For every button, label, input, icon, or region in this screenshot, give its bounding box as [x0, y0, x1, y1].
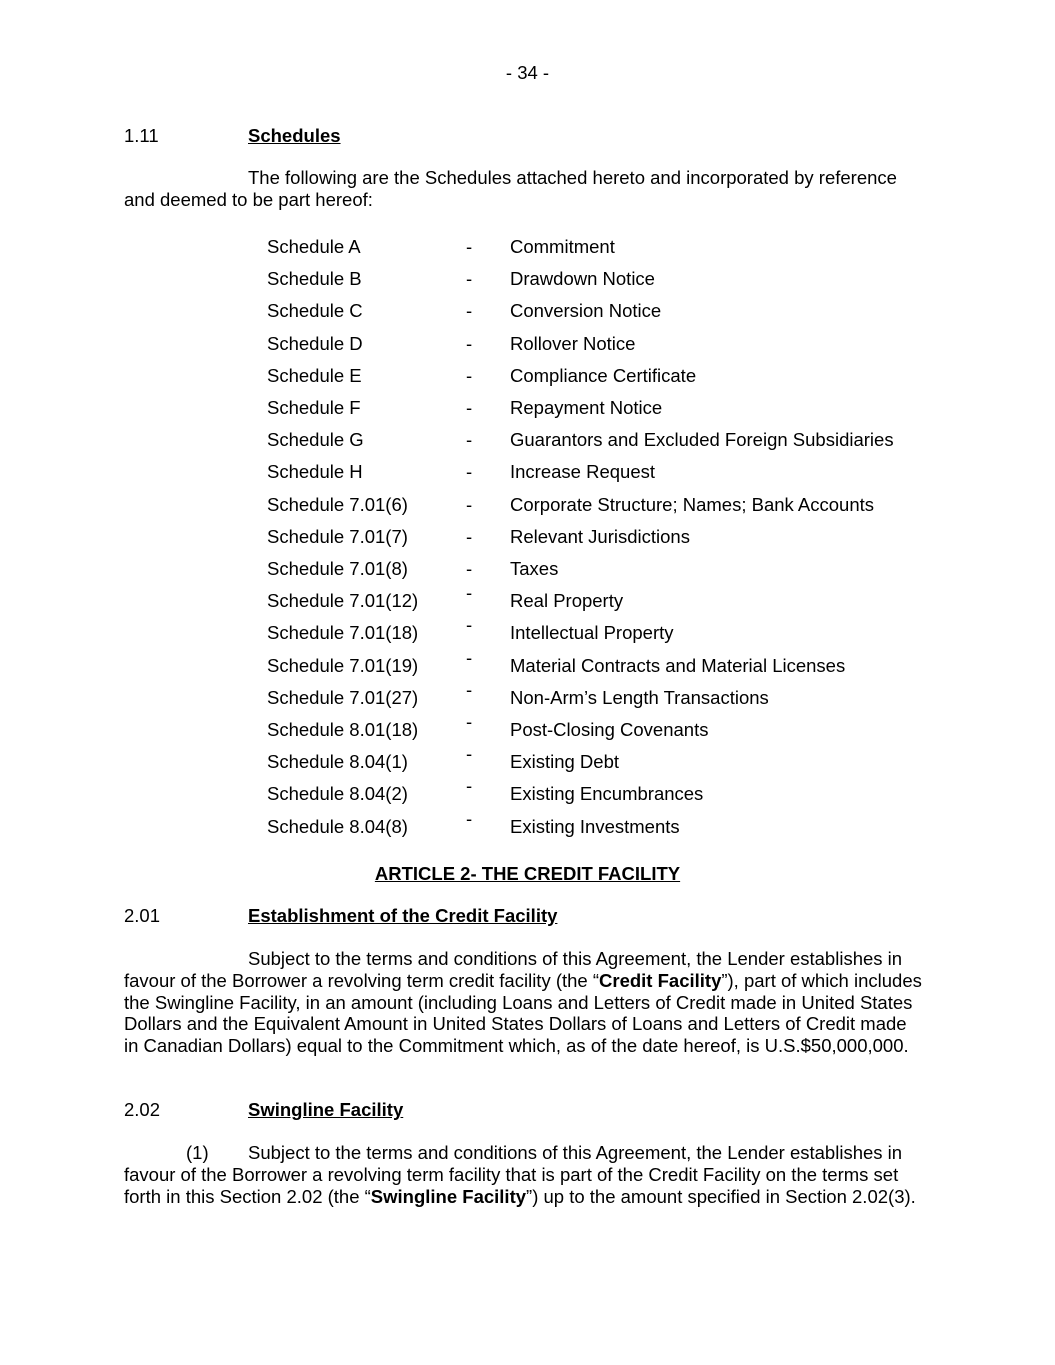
schedule-dash: -	[466, 678, 473, 700]
schedule-row	[267, 300, 967, 332]
section-title-swingline: Swingline Facility	[248, 1099, 404, 1120]
schedule-row	[267, 711, 967, 751]
schedule-description: Taxes	[510, 558, 559, 579]
schedule-label: Schedule 7.01(27)	[267, 686, 419, 708]
schedule-row	[267, 429, 967, 461]
schedule-label: Schedule 7.01(12)	[267, 590, 419, 612]
schedule-description: Real Property	[510, 590, 624, 612]
schedule-label: Schedule H	[267, 461, 363, 483]
page-number: - 34 -	[505, 62, 550, 83]
schedule-row	[267, 807, 967, 848]
schedule-label: Schedule A	[267, 236, 361, 257]
section-title-schedules: Schedules	[248, 125, 341, 146]
schedule-label: Schedule G	[267, 429, 364, 451]
schedule-label: Schedule C	[267, 300, 363, 322]
text-segment: ”) up to the amount specified in Section 2.02(3).	[526, 1185, 916, 1207]
schedule-description: Repayment Notice	[510, 397, 663, 418]
schedule-label: Schedule 8.04(1)	[267, 751, 408, 773]
section-number-2-02: 2.02	[124, 1099, 161, 1120]
schedule-dash: -	[466, 743, 473, 765]
schedule-description: Existing Encumbrances	[510, 783, 704, 805]
schedule-label: Schedule 8.04(2)	[267, 783, 408, 805]
schedule-description: Intellectual Property	[510, 622, 674, 644]
section-number-2-01: 2.01	[124, 905, 161, 926]
schedule-row	[267, 646, 967, 687]
schedule-dash: -	[466, 614, 473, 636]
schedule-row	[267, 461, 967, 493]
schedule-label: Schedule 8.01(18)	[267, 719, 419, 740]
section-2-01-paragraph	[124, 948, 924, 1057]
schedule-description: Non-Arm’s Length Transactions	[510, 686, 769, 708]
text-segment: ”), part of which includes the Swingline Facility, in an amount (including Loans and Letters of Credit made in United States Dollars and the Equivalent Amount in United States Dollars of Loans and Letters of Credit made in Canadian Dollars) equal to the Commitment which, as of the date hereof, is U.S.$50,000,000.	[124, 969, 922, 1057]
schedule-dash: -	[466, 493, 473, 515]
schedule-description: Existing Debt	[510, 751, 619, 773]
schedule-label: Schedule 7.01(18)	[267, 622, 419, 644]
schedule-dash: -	[466, 397, 473, 418]
schedule-description: Compliance Certificate	[510, 364, 697, 386]
schedule-label: Schedule 8.04(8)	[267, 815, 408, 837]
schedule-description: Post-Closing Covenants	[510, 719, 709, 740]
section-2-02-paragraph	[124, 1142, 924, 1207]
schedule-row	[267, 743, 967, 783]
schedule-description: Conversion Notice	[510, 300, 662, 322]
section-title-establishment: Establishment of the Credit Facility	[248, 905, 558, 926]
schedule-description: Existing Investments	[510, 815, 680, 837]
schedule-dash: -	[466, 332, 473, 354]
schedule-dash: -	[466, 582, 473, 604]
schedule-row	[267, 614, 967, 654]
section-number-1-11: 1.11	[124, 125, 159, 146]
schedule-label: Schedule D	[267, 332, 363, 354]
schedule-dash: -	[466, 775, 473, 797]
schedule-row	[267, 494, 967, 526]
schedule-description: Increase Request	[510, 461, 656, 483]
schedule-row	[267, 268, 967, 300]
defined-term-swingline-facility: Swingline Facility	[370, 1185, 527, 1207]
schedule-dash: -	[466, 364, 473, 386]
schedule-dash: -	[466, 711, 473, 732]
schedules-intro: The following are the Schedules attached hereto and incorporated by reference and deemed to be part hereof:	[124, 167, 897, 210]
schedule-dash: -	[466, 300, 473, 322]
schedule-label: Schedule 7.01(6)	[267, 493, 408, 515]
text-segment: Subject to the terms and conditions of this Agreement, the Lender establishes in favour of the Borrower a revolving term facility that is part of the Credit Facility on the terms set forth in this Section 2.02 (the “	[124, 1142, 903, 1207]
schedule-description: Drawdown Notice	[510, 268, 655, 290]
schedule-row	[267, 775, 967, 815]
defined-term-credit-facility: Credit Facility	[599, 969, 722, 991]
schedule-label: Schedule E	[267, 364, 362, 386]
schedule-dash: -	[466, 429, 473, 451]
schedule-dash: -	[466, 807, 473, 829]
schedule-row	[267, 236, 967, 268]
schedule-label: Schedule B	[267, 268, 362, 290]
schedule-label: Schedule 7.01(8)	[267, 558, 408, 579]
schedule-label: Schedule 7.01(19)	[267, 654, 419, 676]
schedule-row	[267, 333, 967, 365]
schedule-description: Commitment	[510, 236, 615, 257]
schedule-description: Material Contracts and Material Licenses	[510, 654, 846, 676]
schedule-row	[267, 397, 967, 429]
schedule-row	[267, 678, 967, 719]
schedule-dash: -	[466, 646, 473, 668]
schedule-row	[267, 365, 967, 397]
schedule-dash: -	[466, 268, 473, 290]
schedule-description: Corporate Structure; Names; Bank Accounts	[510, 493, 875, 515]
schedule-description: Relevant Jurisdictions	[510, 525, 690, 547]
schedule-row	[267, 582, 967, 622]
schedule-dash: -	[466, 461, 473, 483]
schedule-dash: -	[466, 236, 473, 257]
article-heading: ARTICLE 2- THE CREDIT FACILITY	[374, 863, 681, 884]
schedule-description: Rollover Notice	[510, 332, 636, 354]
schedule-dash: -	[466, 525, 473, 547]
schedule-label: Schedule F	[267, 397, 361, 418]
schedule-row	[267, 558, 967, 590]
text-segment: Subject to the terms and conditions of this Agreement, the Lender establishes in favour of the Borrower a revolving term credit facility (the “	[124, 948, 903, 991]
schedule-label: Schedule 7.01(7)	[267, 525, 408, 547]
schedule-dash: -	[466, 558, 473, 579]
schedule-row	[267, 526, 967, 558]
schedule-description: Guarantors and Excluded Foreign Subsidiaries	[510, 429, 894, 451]
subsection-number: (1)	[186, 1142, 209, 1163]
